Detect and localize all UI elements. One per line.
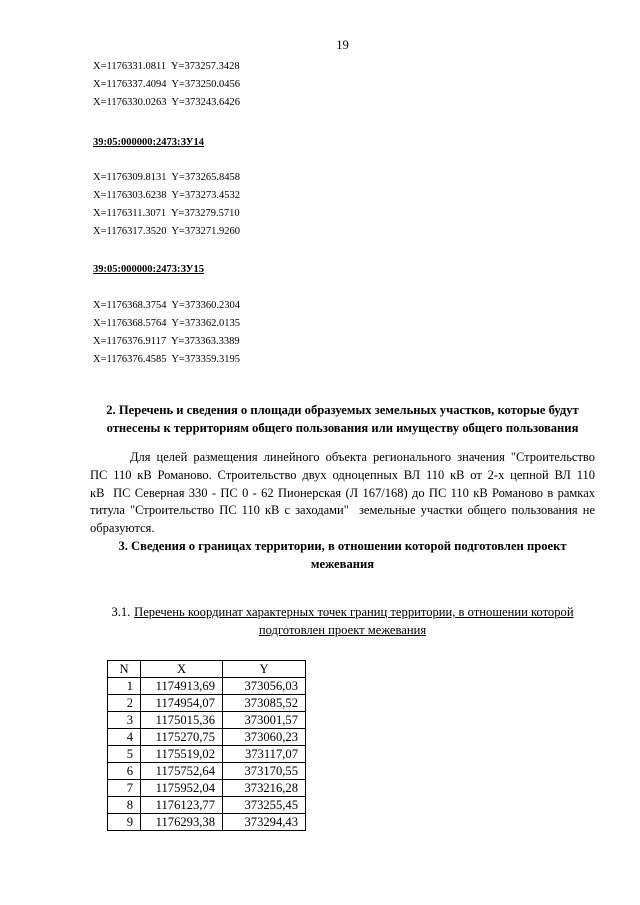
point-number-cell: 4 <box>108 729 141 746</box>
x-coordinate-cell: 1175752,64 <box>141 763 223 780</box>
point-number-cell: 2 <box>108 695 141 712</box>
column-header-y: Y <box>223 661 306 678</box>
x-coordinate-cell: 1175270,75 <box>141 729 223 746</box>
x-coordinate-cell: 1175952,04 <box>141 780 223 797</box>
y-coordinate-cell: 373060,23 <box>223 729 306 746</box>
subsection-title-line <box>90 603 595 621</box>
subsection-3-1-title <box>90 603 595 639</box>
point-number-cell: 8 <box>108 797 141 814</box>
y-coordinate-cell: 373117,07 <box>223 746 306 763</box>
coordinate-line: X=1176311.3071 Y=373279.5710 <box>93 208 240 219</box>
section-title-line: межевания <box>310 557 375 571</box>
coordinate-line: X=1176317.3520 Y=373271.9260 <box>93 226 240 237</box>
section-title-line: 2. Перечень и сведения о площади образуемых земельных участков, которые будут <box>106 403 579 417</box>
page-number: 19 <box>336 38 349 52</box>
parcel-heading-zu14: 39:05:000000:2473:ЗУ14 <box>93 137 204 148</box>
coordinate-list-continued <box>93 58 240 112</box>
parcel-heading-zu15: 39:05:000000:2473:ЗУ15 <box>93 264 204 275</box>
x-coordinate-cell: 1175519,02 <box>141 746 223 763</box>
table-row <box>108 712 306 729</box>
point-number-cell: 7 <box>108 780 141 797</box>
point-number-cell: 6 <box>108 763 141 780</box>
subsection-number: 3.1. <box>111 605 131 619</box>
table-row <box>108 797 306 814</box>
coordinate-line: X=1176376.4585 Y=373359.3195 <box>93 354 240 365</box>
x-coordinate-cell: 1174954,07 <box>141 695 223 712</box>
boundary-coordinates-table <box>107 660 306 831</box>
section-3-title <box>90 537 595 573</box>
table-row <box>108 814 306 831</box>
column-header-n: N <box>108 661 141 678</box>
y-coordinate-cell: 373056,03 <box>223 678 306 695</box>
table-header-row <box>108 661 306 678</box>
x-coordinate-cell: 1176123,77 <box>141 797 223 814</box>
table-row <box>108 780 306 797</box>
subsection-title-line <box>90 621 595 639</box>
table-row <box>108 763 306 780</box>
coordinate-line: X=1176331.0811 Y=373257.3428 <box>93 61 240 72</box>
y-coordinate-cell: 373216,28 <box>223 780 306 797</box>
coordinate-line: X=1176303.6238 Y=373273.4532 <box>93 190 240 201</box>
x-coordinate-cell: 1174913,69 <box>141 678 223 695</box>
section-2-title <box>90 401 595 437</box>
paragraph-line: Для целей размещения линейного объекта регионального значения "Строительство <box>130 450 595 464</box>
y-coordinate-cell: 373255,45 <box>223 797 306 814</box>
table-row <box>108 678 306 695</box>
point-number-cell: 9 <box>108 814 141 831</box>
x-coordinate-cell: 1176293,38 <box>141 814 223 831</box>
y-coordinate-cell: 373294,43 <box>223 814 306 831</box>
subsection-title-text: Перечень координат характерных точек границ территории, в отношении которой <box>134 605 574 619</box>
table-row <box>108 695 306 712</box>
y-coordinate-cell: 373085,52 <box>223 695 306 712</box>
coordinate-list-zu14 <box>93 169 240 241</box>
table-row <box>108 729 306 746</box>
coordinate-line: X=1176368.3754 Y=373360.2304 <box>93 300 240 311</box>
paragraph-line: ПС 110 кВ Романово. Строительство двух одноцепных ВЛ 110 кВ от 2-х цепной ВЛ 110 <box>90 467 595 482</box>
section-title-line: 3. Сведения о границах территории, в отношении которой подготовлен проект <box>118 539 567 553</box>
paragraph-line: образуются. <box>90 521 155 536</box>
y-coordinate-cell: 373170,55 <box>223 763 306 780</box>
coordinate-line: X=1176309.8131 Y=373265.8458 <box>93 172 240 183</box>
point-number-cell: 3 <box>108 712 141 729</box>
table-row <box>108 746 306 763</box>
section-title-line: отнесены к территориям общего пользования или имуществу общего пользования <box>106 421 579 435</box>
point-number-cell: 1 <box>108 678 141 695</box>
paragraph-line: кВ ПС Северная 330 - ПС 0 - 62 Пионерская (Л 167/168) до ПС 110 кВ Романово в рамках <box>90 485 595 500</box>
section-2-paragraph <box>90 449 595 538</box>
coordinate-line: X=1176330.0263 Y=373243.6426 <box>93 97 240 108</box>
column-header-x: X <box>141 661 223 678</box>
coordinate-line: X=1176376.9117 Y=373363.3389 <box>93 336 240 347</box>
x-coordinate-cell: 1175015,36 <box>141 712 223 729</box>
point-number-cell: 5 <box>108 746 141 763</box>
coordinate-line: X=1176368.5764 Y=373362.0135 <box>93 318 240 329</box>
y-coordinate-cell: 373001,57 <box>223 712 306 729</box>
coordinate-line: X=1176337.4094 Y=373250.0456 <box>93 79 240 90</box>
subsection-title-text: подготовлен проект межевания <box>258 623 427 637</box>
coordinate-list-zu15 <box>93 297 240 369</box>
paragraph-line: титула "Строительство ПС 110 кВ с заходами" земельные участки общего пользования не <box>90 503 595 518</box>
